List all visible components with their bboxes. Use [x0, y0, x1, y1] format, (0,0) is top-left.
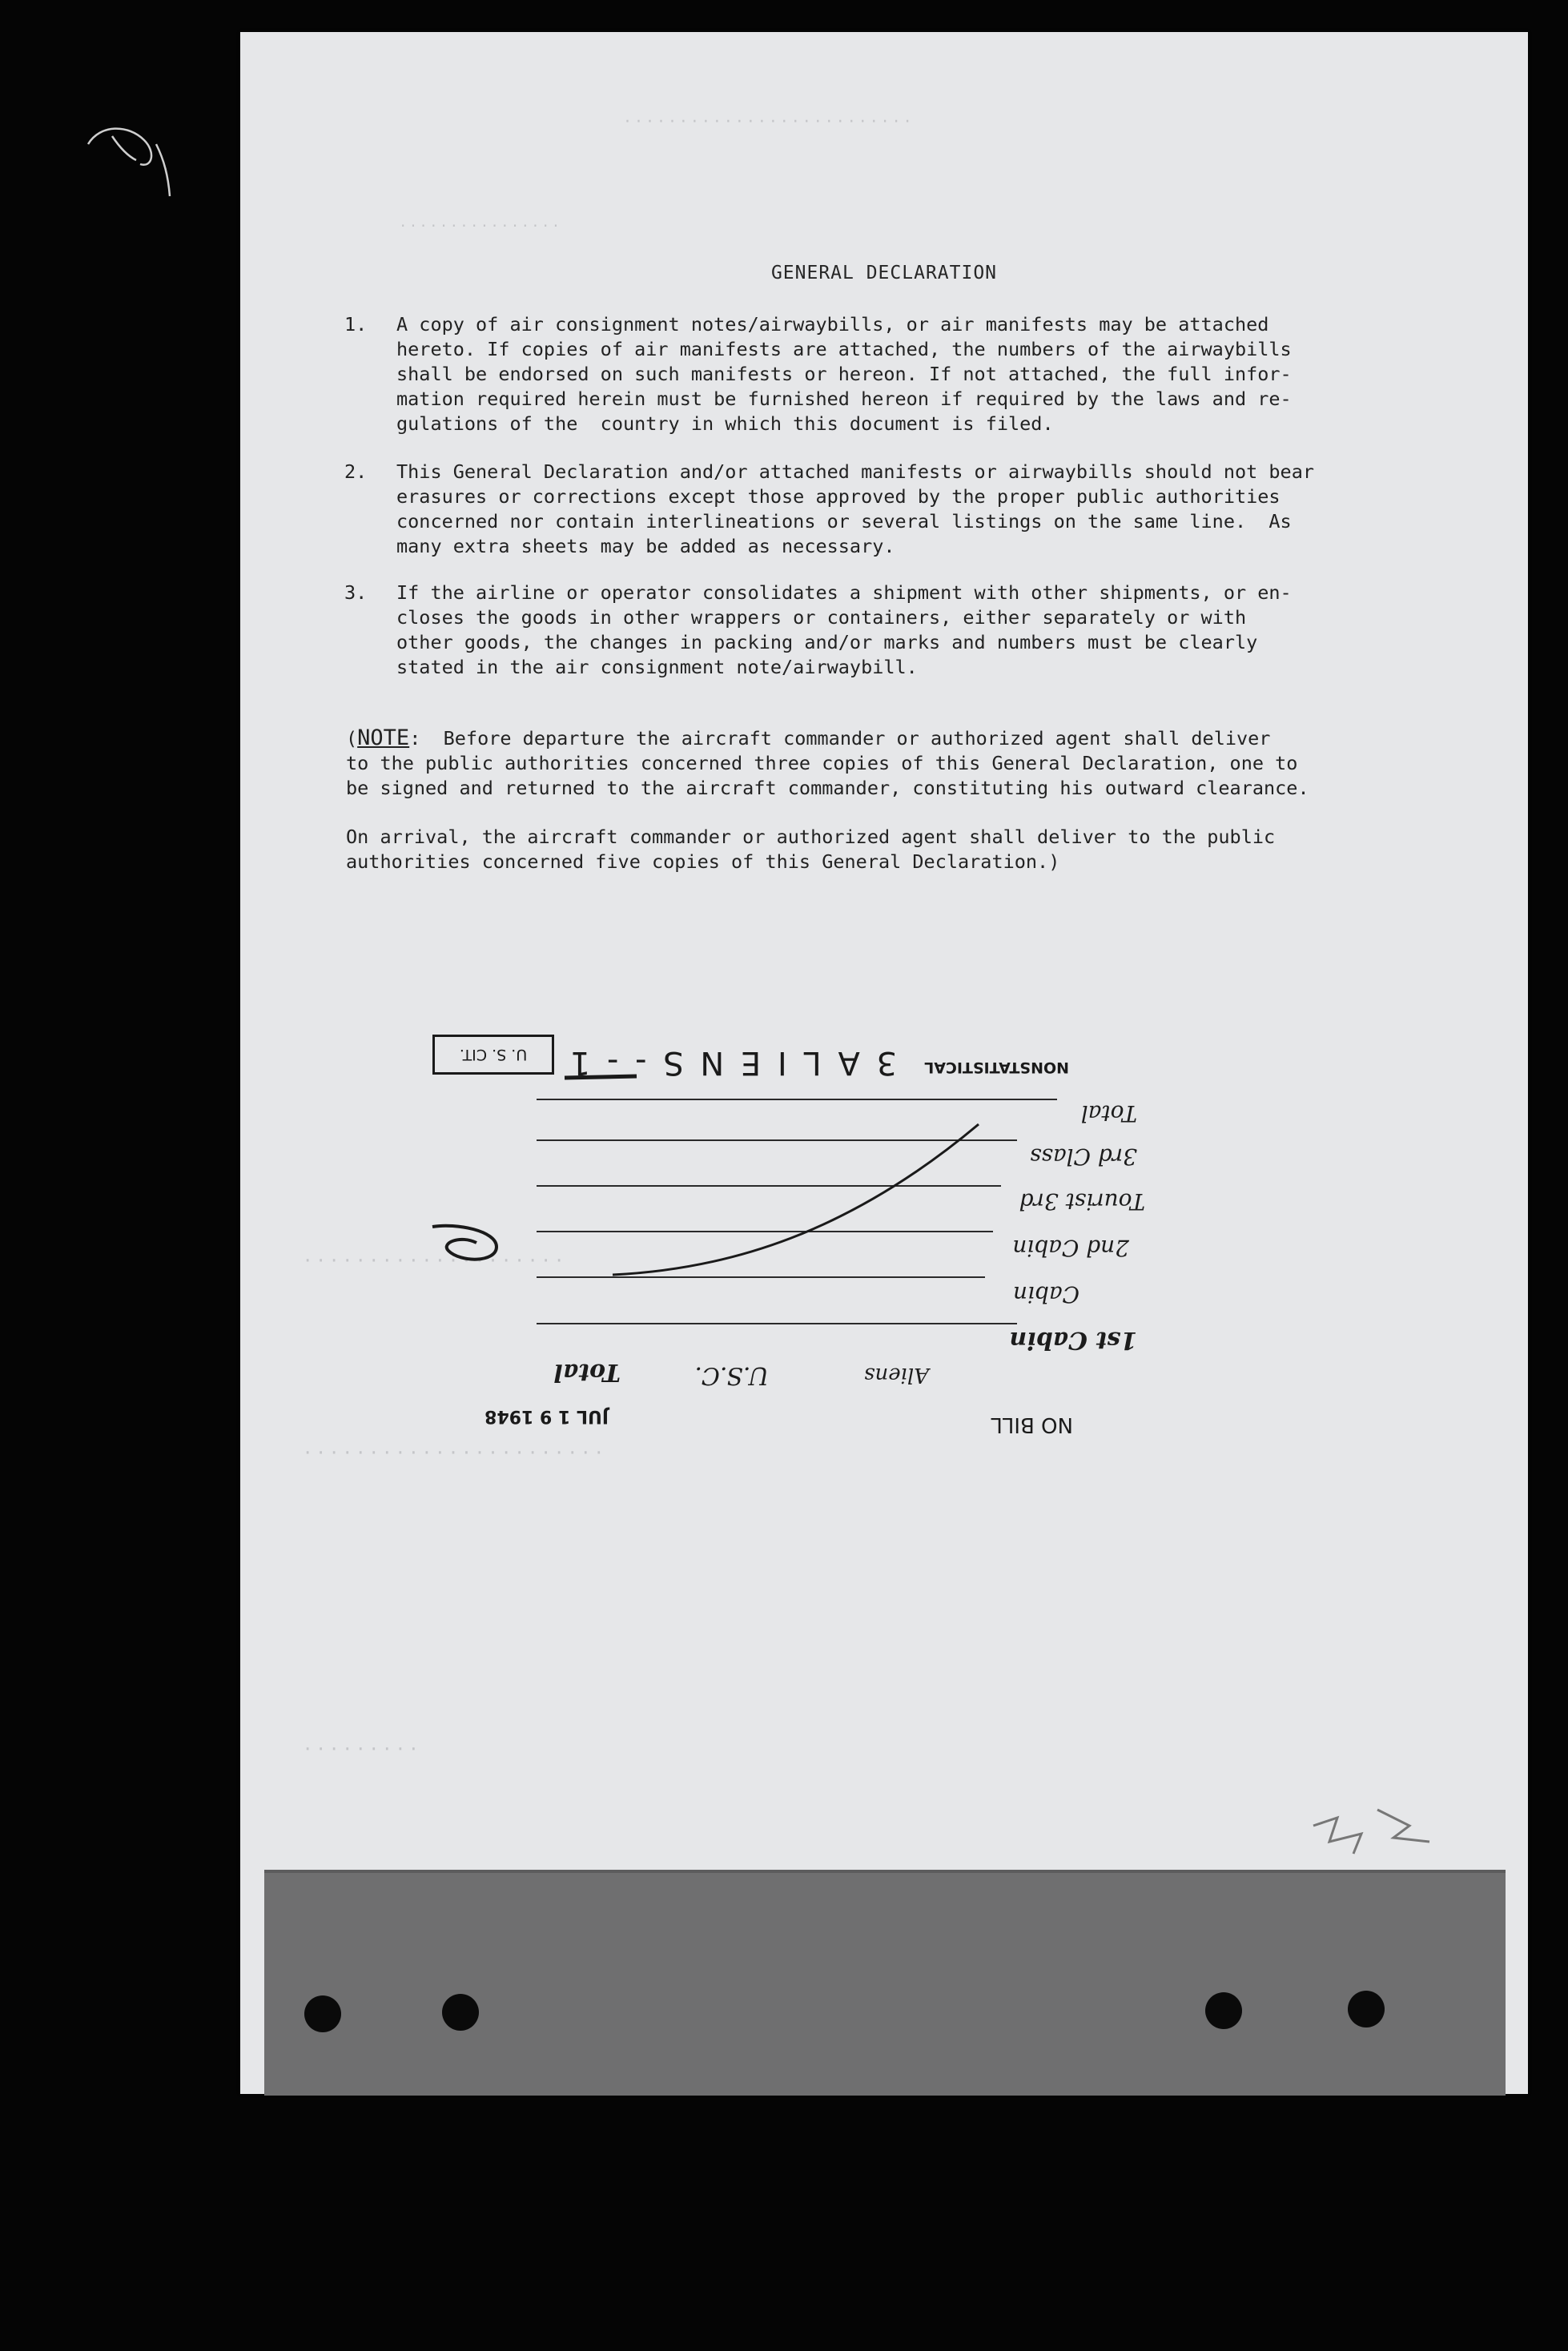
- row-label-2nd-cabin: 2nd Cabin: [1012, 1235, 1129, 1261]
- bleed-through-text: · · · · · · · · · · · · · · · · · · · ·: [304, 1249, 563, 1273]
- page-title: GENERAL DECLARATION: [770, 263, 998, 283]
- row-label-cabin: Cabin: [1012, 1281, 1080, 1308]
- us-cit-stamp: U. S. CIT.: [432, 1035, 554, 1075]
- row-label-total: Total: [1080, 1100, 1137, 1127]
- row-label-1st-cabin: 1st Cabin: [1009, 1326, 1137, 1354]
- punch-hole: [1348, 1991, 1385, 2027]
- table-rule: [537, 1099, 1057, 1100]
- underline-stroke: [561, 1070, 641, 1086]
- item-text: A copy of air consignment notes/airwaybills, or air manifests may be attached hereto. If copies of air manifests are attached, the numbers of the airwaybills shall be endorsed on such manifests or hereon. If not attached, the full infor- mation required herein must be furnished hereon if required by the laws and re- gulations of the country in which this document is filed.: [396, 313, 1292, 435]
- item-number: 1.: [344, 313, 368, 336]
- note-paragraph: (NOTE: Before departure the aircraft commander or authorized agent shall deliver to the public authorities concerned three copies of this General Declaration, one to be signed and returned to the aircraft commander, constituting his outward clearance.: [346, 725, 1309, 799]
- column-header-total: Total: [553, 1358, 621, 1386]
- note-label: NOTE: [357, 725, 410, 750]
- arrival-paragraph: On arrival, the aircraft commander or authorized agent shall deliver to the public authorities concerned five copies of this General Declaration.): [346, 826, 1276, 873]
- bleed-through-text: · · · · · · · · ·: [304, 1738, 417, 1762]
- declaration-item-1: [344, 312, 1409, 440]
- bleed-through-text: · · · · · · · · · · · · · · · · · · · · · · · · · ·: [625, 112, 911, 132]
- bleed-through-text: · · · · · · · · · · · · · · · ·: [400, 216, 559, 235]
- declaration-item-2: [344, 460, 1409, 564]
- declaration-item-3: [344, 581, 1409, 685]
- row-label-3rd-class: 3rd Class: [1030, 1143, 1137, 1170]
- bleed-through-text: · · · · · · · · · · · · · · · · · · · · · · ·: [304, 1441, 602, 1465]
- table-rule: [537, 1323, 1017, 1324]
- circled-mark: [416, 1219, 505, 1267]
- item-number: 3.: [344, 581, 368, 604]
- punch-hole: [442, 1994, 479, 2031]
- nonstatistical-stamp: NONSTATISTICAL: [924, 1059, 1069, 1076]
- pencil-scribble: [80, 120, 184, 208]
- item-text: If the airline or operator consolidates a shipment with other shipments, or en- closes the goods in other wrappers or containers, either separately or with other goods, the changes in packing and/or marks and numbers must be clearly stated in the air consignment note/airwaybill.: [396, 581, 1292, 678]
- punch-hole: [1205, 1992, 1242, 2029]
- punch-hole: [304, 1995, 341, 2032]
- binding-tape: [264, 1870, 1506, 2096]
- column-header-usc: U.S.C.: [694, 1361, 769, 1389]
- pen-stroke-diagonal: [609, 1121, 985, 1281]
- date-stamp: JUL 1 9 1948: [484, 1406, 609, 1426]
- column-header-aliens: Aliens: [864, 1363, 929, 1387]
- item-number: 2.: [344, 460, 368, 483]
- no-bill-stamp: NO BILL: [991, 1413, 1073, 1437]
- aliens-count-handwriting: 3 A L I E N S - - 1: [566, 1044, 897, 1081]
- item-text: This General Declaration and/or attached manifests or airwaybills should not bear erasures or corrections except those approved by the proper public authorities concerned nor contain interlineations or several listings on the same line. As many extra sheets may be added as necessary.: [396, 460, 1315, 557]
- row-label-tourist-3rd: Tourist 3rd: [1019, 1188, 1145, 1215]
- pencil-scribble: [1297, 1794, 1441, 1866]
